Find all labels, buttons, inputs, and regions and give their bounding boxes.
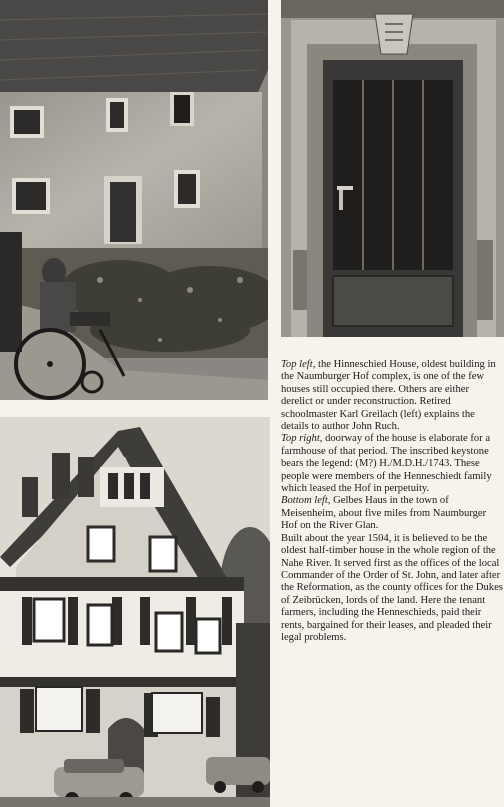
caption-text-bottom-left: Gelbes Haus in the town of Meisenheim, about five miles from Naumburger Hof on the River Glan. — [281, 495, 487, 532]
photo-gelbes-haus — [0, 417, 270, 807]
caption-lead-bottom-left: Bottom left, — [281, 495, 331, 507]
caption-text-history: Built about the year 1504, it is believed to be the oldest half-timber house in the whole region of the Nahe River. It served first as the offices of the local Commander of the Order of St. John, and later after the Reformation, as the county offices for the Dukes of Zeibrücken, lords of the land. Here the tenant farmers, including the Henneschieds, paid their rents, bargained for their leases, and pleaded their legal problems. — [281, 532, 503, 643]
photo-caption — [281, 359, 503, 644]
caption-text-top-left: the Hinneschied House, oldest building in the Naumburger Hof complex, is one of the few houses still occupied there. Others are either derelict or under reconstruction. Retired schoolmaster Karl Greilach (left) explains the details to author John Ruch. — [281, 359, 496, 433]
caption-lead-top-left: Top left, — [281, 359, 316, 370]
photo-doorway — [281, 0, 504, 337]
half-timber-house-photo-icon — [0, 417, 270, 807]
photo-hinneschied-house — [0, 0, 268, 400]
caption-lead-top-right: Top right, — [281, 433, 323, 445]
farmhouse-photo-icon — [0, 0, 268, 400]
doorway-photo-icon — [281, 0, 504, 337]
caption-text-top-right: doorway of the house is elaborate for a farmhouse of that period. The inscribed keystone bears the legend: (M?) H./M.D.H./1743. These people were members of the Henneschiedt family which leased the Hof in perpetuity. — [281, 433, 492, 495]
